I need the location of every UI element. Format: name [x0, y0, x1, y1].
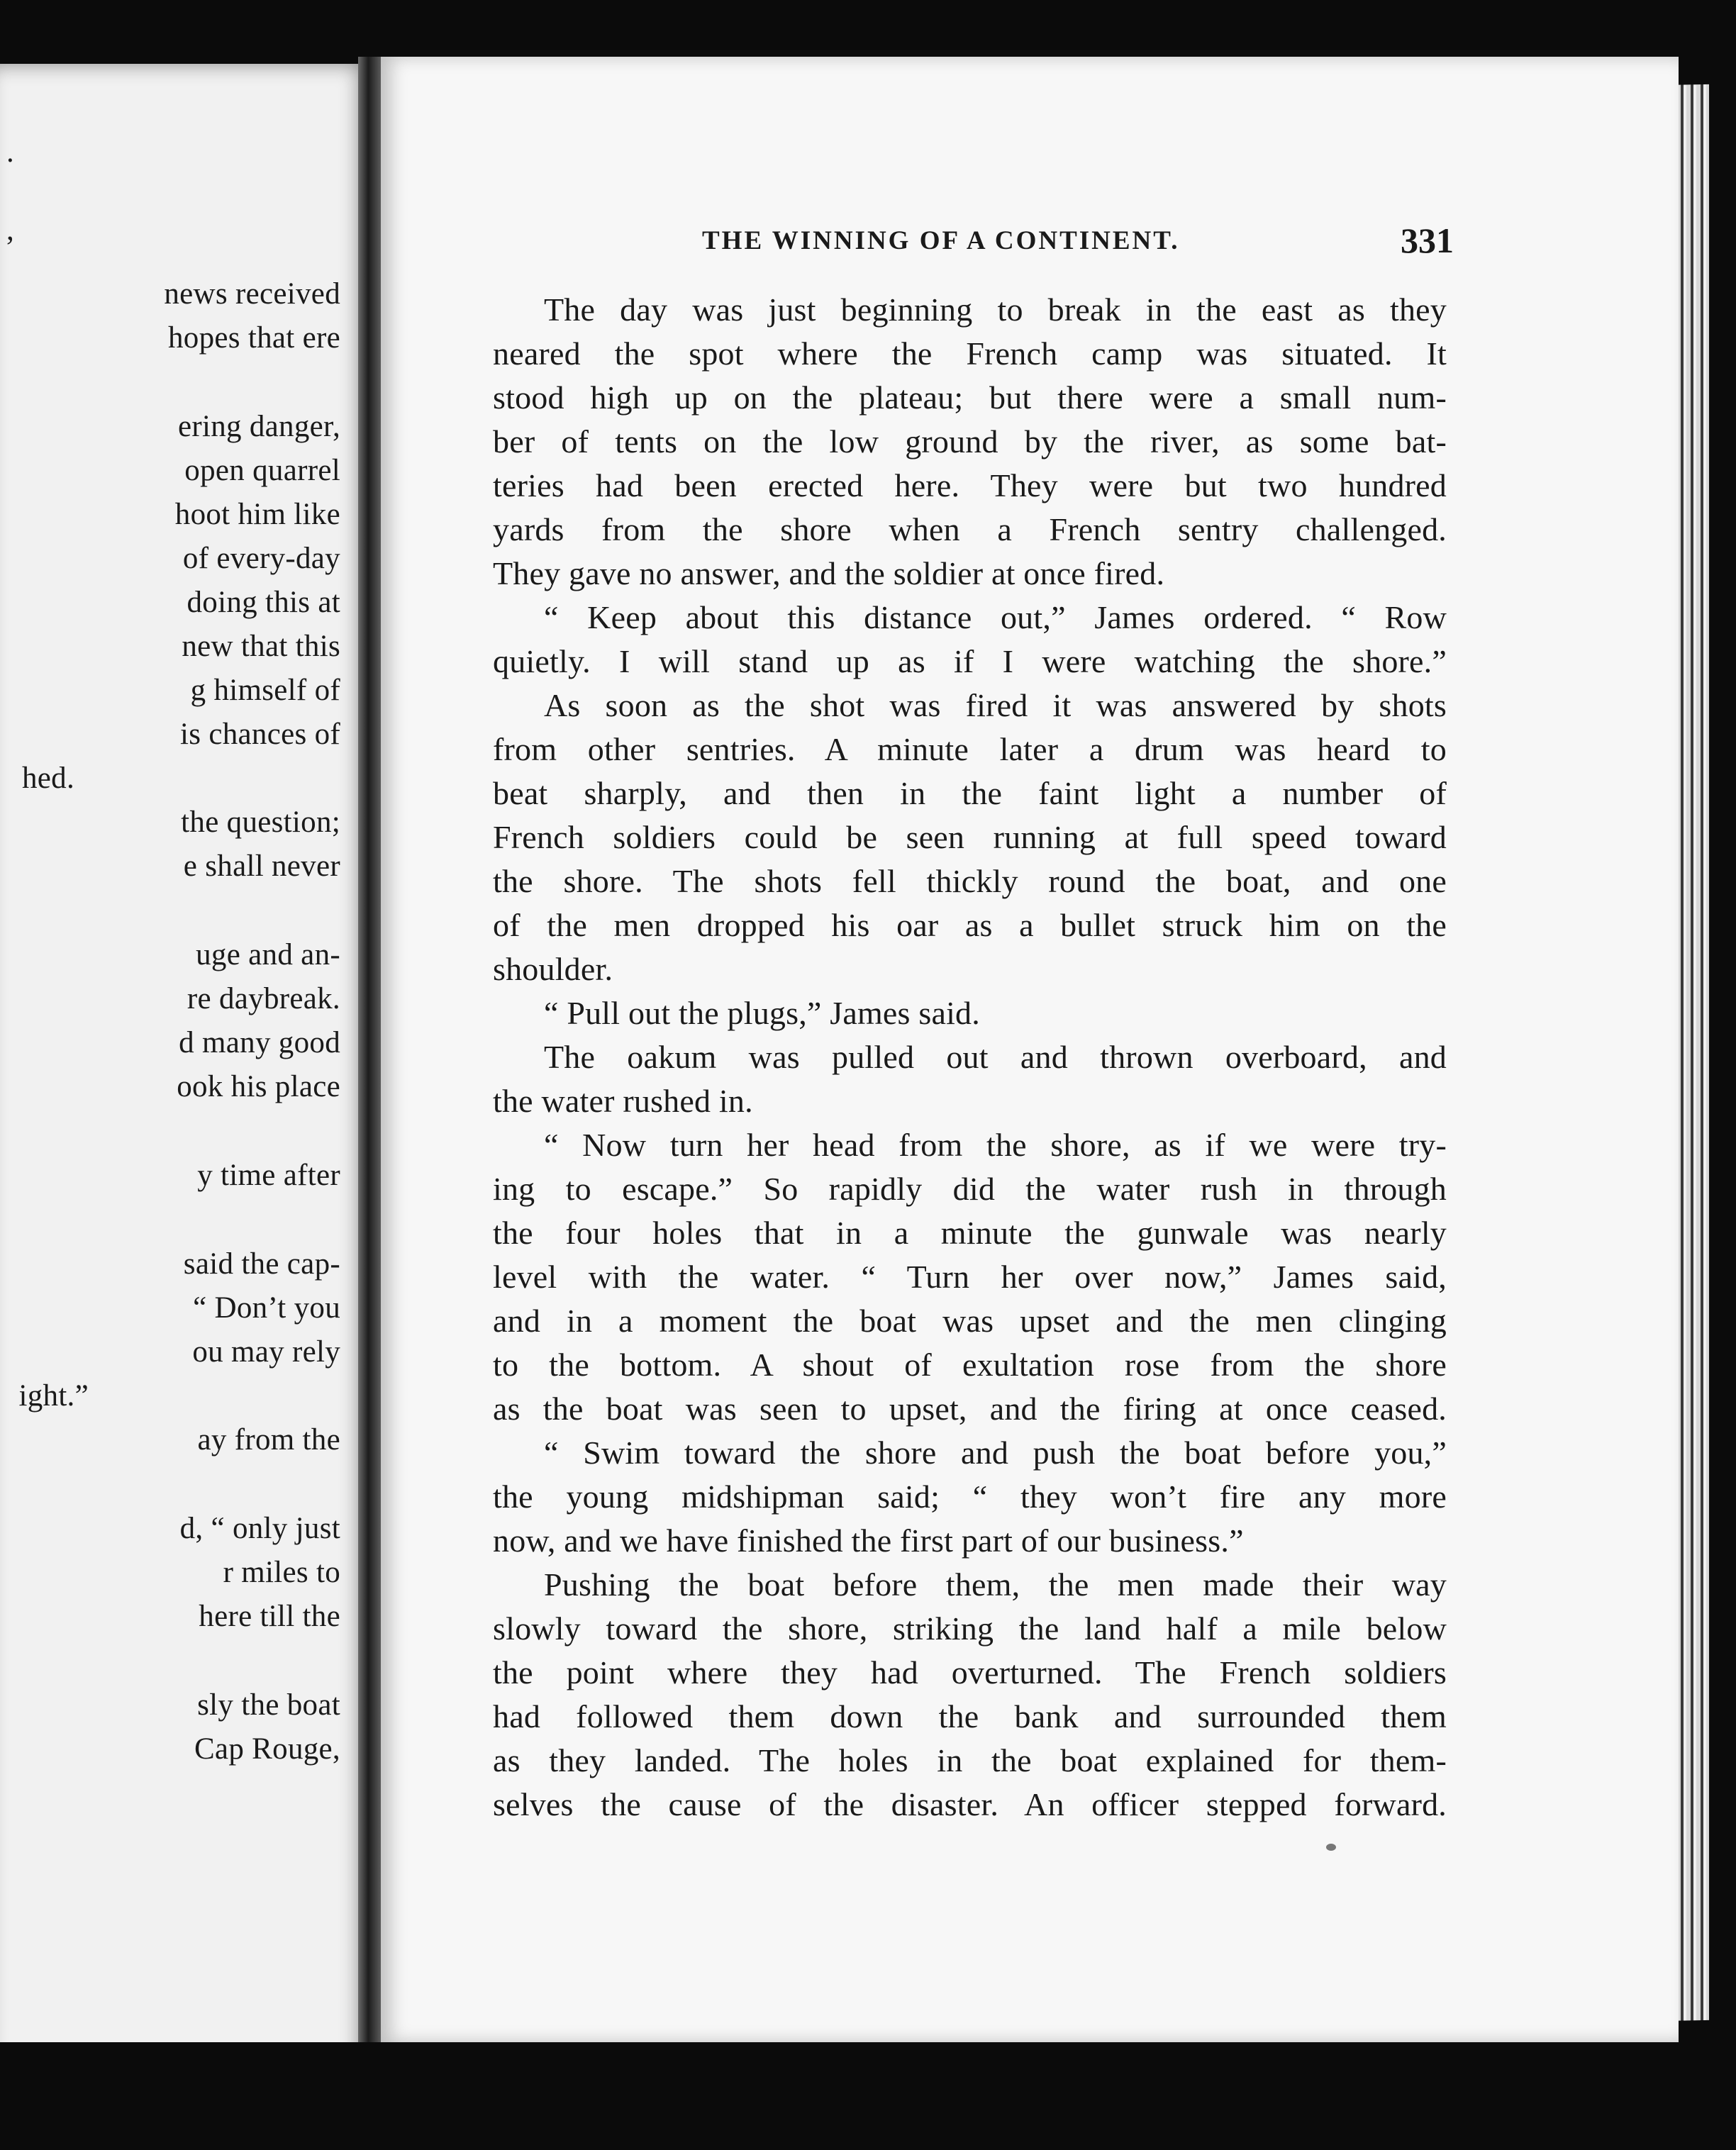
left-page-line: . [6, 135, 14, 169]
left-page-line: Cap Rouge, [194, 1732, 340, 1766]
paper-speck [1326, 1844, 1336, 1851]
text-line: ber of tents on the low ground by the river, as some bat- [493, 423, 1447, 459]
text-line: from other sentries. A minute later a drum was heard to [493, 731, 1447, 767]
left-page-line: e shall never [183, 850, 340, 883]
left-page-line: ering danger, [177, 410, 340, 443]
text-line: the young midshipman said; “ they won’t fire any more [493, 1478, 1447, 1515]
text-line: to the bottom. A shout of exultation rose from the shore [493, 1347, 1447, 1383]
left-page-line: is chances of [180, 718, 340, 751]
left-page-line: open quarrel [184, 454, 340, 487]
text-line: “ Keep about this distance out,” James ordered. “ Row [544, 599, 1447, 635]
left-page-line: g himself of [190, 674, 340, 707]
text-line: the point where they had overturned. The French soldiers [493, 1654, 1447, 1691]
book-gutter [358, 57, 381, 2099]
left-page-line: y time after [197, 1159, 340, 1192]
left-page-line: sly the boat [197, 1688, 340, 1722]
left-page-line: , [6, 213, 14, 247]
left-page-line: ook his place [177, 1070, 340, 1103]
text-line: quietly. I will stand up as if I were watching the shore.” [493, 643, 1447, 679]
left-page-line: new that this [182, 630, 340, 663]
left-page-line: doing this at [187, 586, 340, 619]
text-line: “ Swim toward the shore and push the boat before you,” [544, 1435, 1447, 1471]
text-line: teries had been erected here. They were but two hundred [493, 467, 1447, 503]
left-page-line: d many good [179, 1026, 340, 1059]
text-line: “ Now turn her head from the shore, as if we were try- [544, 1127, 1447, 1163]
text-line: slowly toward the shore, striking the land half a mile below [493, 1610, 1447, 1647]
text-line: stood high up on the plateau; but there were a small num- [493, 379, 1447, 416]
text-line: Pushing the boat before them, the men made their way [544, 1566, 1447, 1603]
text-line: French soldiers could be seen running at full speed toward [493, 819, 1447, 855]
left-page-line: ay from the [197, 1423, 340, 1456]
text-line: selves the cause of the disaster. An officer stepped forward. [493, 1786, 1447, 1822]
text-line: shoulder. [493, 951, 613, 987]
running-title: THE WINNING OF A CONTINENT. [702, 226, 1180, 255]
text-line: They gave no answer, and the soldier at once fired. [493, 555, 1165, 591]
left-page-line: re daybreak. [187, 982, 340, 1015]
left-page-line: “ Don’t you [193, 1291, 340, 1325]
text-line: had followed them down the bank and surrounded them [493, 1698, 1447, 1734]
left-page-line: said the cap- [183, 1247, 340, 1281]
text-line: The day was just beginning to break in the east as they [544, 291, 1447, 328]
text-line: the four holes that in a minute the gunwale was nearly [493, 1215, 1447, 1251]
text-line: the shore. The shots fell thickly round the boat, and one [493, 863, 1447, 899]
left-page [0, 64, 372, 2085]
scan-background [0, 2042, 1736, 2150]
text-line: The oakum was pulled out and thrown overboard, and [544, 1039, 1447, 1075]
left-page-line: hopes that ere [168, 321, 340, 355]
text-line: as they landed. The holes in the boat explained for them- [493, 1742, 1447, 1778]
page-number: 331 [1401, 221, 1454, 260]
text-line: as the boat was seen to upset, and the firing at once ceased. [493, 1391, 1447, 1427]
text-line: “ Pull out the plugs,” James said. [544, 995, 980, 1031]
text-line: neared the spot where the French camp was situated. It [493, 335, 1447, 372]
left-page-line: here till the [199, 1600, 340, 1633]
left-page-line: hed. [21, 762, 74, 795]
left-page-line: the question; [181, 806, 340, 839]
text-line: the water rushed in. [493, 1083, 753, 1119]
left-page-line: news received [164, 277, 340, 311]
text-line: of the men dropped his oar as a bullet struck him on the [493, 907, 1447, 943]
left-page-line: hoot him like [174, 498, 340, 531]
left-page-line: r miles to [223, 1556, 340, 1589]
left-page-line: uge and an- [196, 938, 340, 971]
left-page-line: of every-day [182, 542, 340, 575]
page-header [702, 220, 1454, 269]
text-line: and in a moment the boat was upset and the men clinging [493, 1303, 1447, 1339]
text-line: As soon as the shot was fired it was answered by shots [544, 687, 1447, 723]
text-line: yards from the shore when a French sentry challenged. [493, 511, 1447, 547]
text-line: ing to escape.” So rapidly did the water rush in through [493, 1171, 1447, 1207]
left-page-line: ou may rely [192, 1335, 340, 1369]
text-line: level with the water. “ Turn her over now,” James said, [493, 1259, 1447, 1295]
text-line: now, and we have finished the first part of our business.” [493, 1522, 1244, 1559]
left-page-line: d, “ only just [179, 1512, 340, 1545]
left-page-line: ight.” [18, 1379, 89, 1413]
text-line: beat sharply, and then in the faint light a number of [493, 775, 1447, 811]
